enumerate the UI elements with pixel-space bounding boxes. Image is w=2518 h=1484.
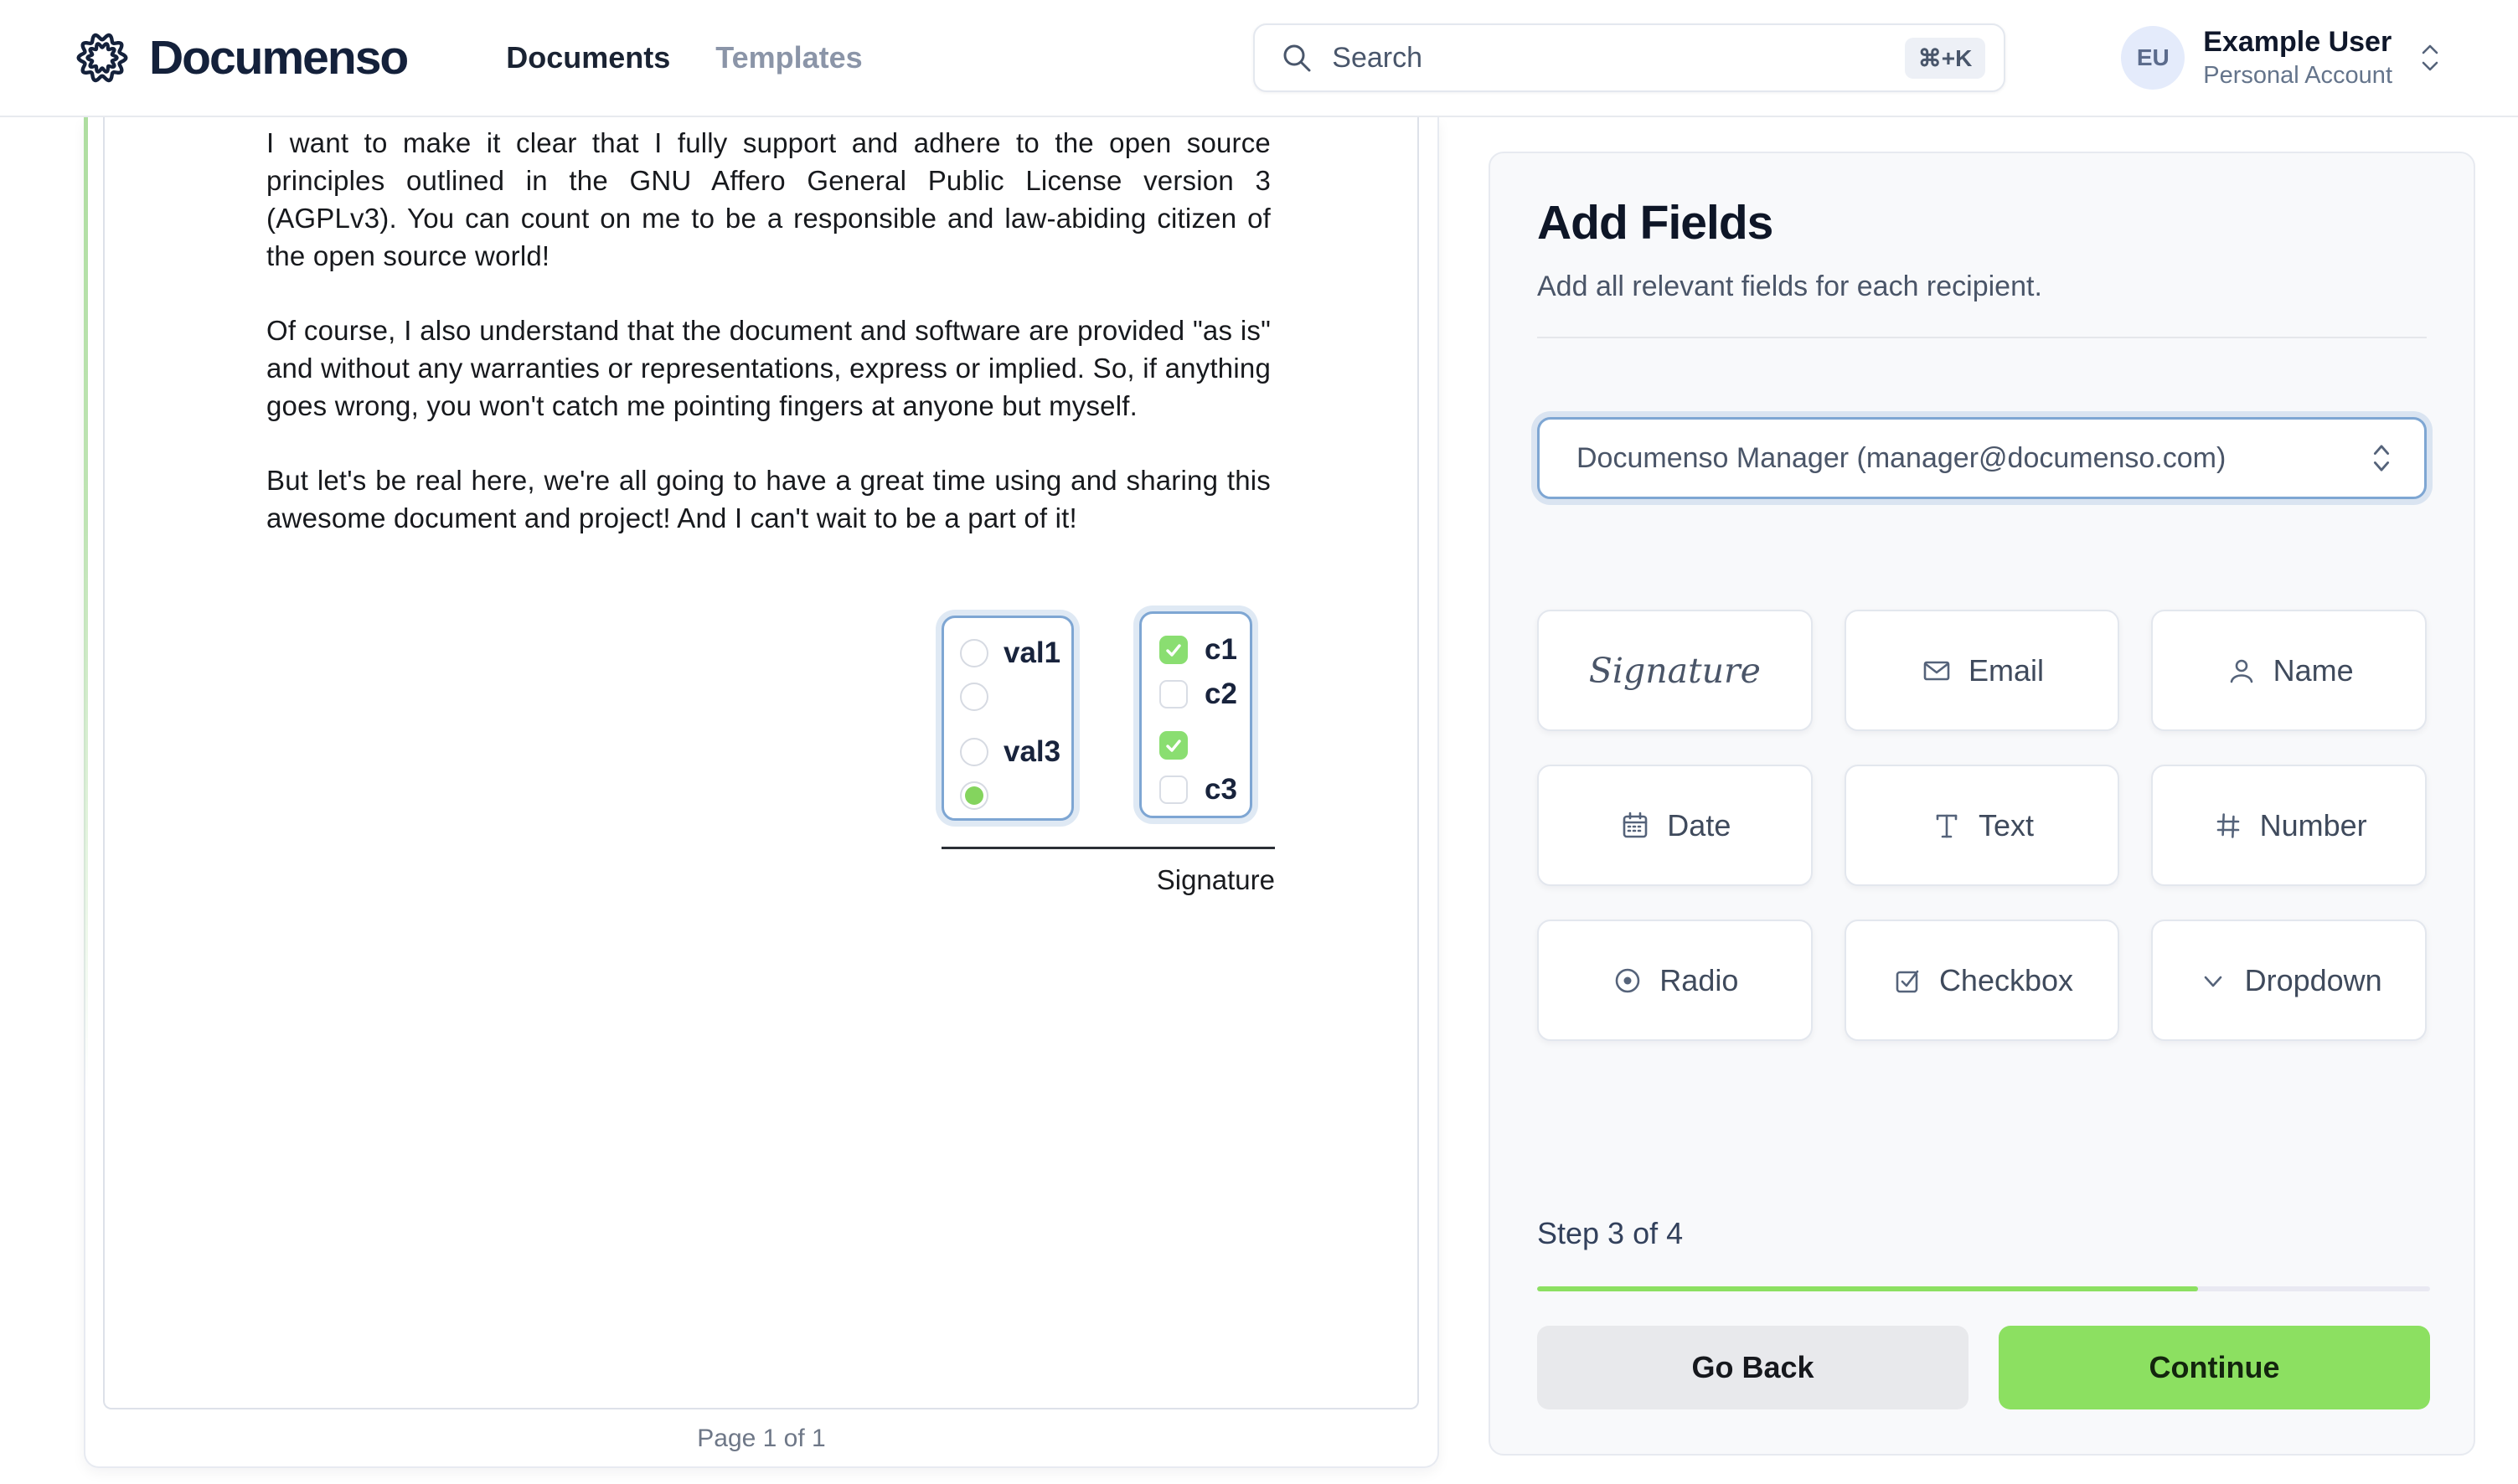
document-viewer-card [84, 117, 1439, 1468]
paragraph: Of course, I also understand that the document and software are provided "as is" and without any warranties or representations, express or implied. So, if anything goes wrong, you won't catch me pointing fingers at anyone but myself. [266, 315, 1271, 421]
radio-field-group[interactable] [942, 616, 1074, 821]
hash-icon [2211, 809, 2245, 842]
progress-bar-fill [1537, 1286, 2198, 1291]
field-button-signature[interactable] [1537, 610, 1813, 731]
pdf-page [103, 117, 1419, 1409]
radio-option-label: val3 [1004, 735, 1061, 768]
field-button-date[interactable]: Date [1537, 765, 1813, 886]
radio-button[interactable] [960, 781, 988, 810]
field-button-number[interactable]: Number [2151, 765, 2427, 886]
user-menu[interactable] [2121, 26, 2443, 90]
checkbox[interactable] [1159, 775, 1188, 804]
signature-line-label: Signature [1156, 864, 1275, 895]
checkbox-option[interactable] [1159, 731, 1205, 760]
checkbox-option-label: c2 [1205, 678, 1237, 710]
documenso-rosette-icon [75, 31, 129, 85]
check-icon [1164, 640, 1184, 660]
field-type-grid [1537, 610, 2427, 1041]
brand-name: Documenso [149, 31, 408, 85]
radio-button[interactable] [960, 683, 988, 711]
checkbox-option[interactable] [1159, 773, 1237, 806]
checkbox-icon [1891, 964, 1924, 997]
signature-script: Signature [1588, 650, 1761, 691]
checkbox-option-label: c1 [1205, 633, 1237, 666]
radio-option[interactable] [960, 683, 1004, 711]
field-button-radio[interactable]: Radio [1537, 920, 1813, 1041]
field-button-email[interactable]: Email [1845, 610, 2120, 731]
radio-option[interactable] [960, 636, 1060, 670]
radio-icon [1611, 964, 1644, 997]
field-button-text[interactable]: Text [1845, 765, 2120, 886]
progress-bar [1537, 1286, 2430, 1291]
panel-title: Add Fields [1537, 196, 1773, 250]
nav-link-templates[interactable]: Templates [715, 40, 863, 75]
signature-line [942, 847, 1275, 849]
search-icon [1280, 41, 1313, 75]
check-icon [1164, 735, 1184, 755]
user-account-type: Personal Account [2203, 62, 2392, 89]
paragraph: I want to make it clear that I fully support and adhere to the open source principles outlined in the GNU Affero General Public License version 3 (AGPLv3). You can count on me to be a responsible and law-abiding citizen of the open source world! [266, 127, 1271, 271]
add-fields-panel [1489, 152, 2475, 1456]
user-name: Example User [2203, 26, 2392, 58]
paragraph: But let's be real here, we're all going to have a great time using and sharing this awesome document and project! And I can't wait to be a part of it! [266, 465, 1271, 533]
checkbox-option[interactable] [1159, 678, 1237, 711]
avatar: EU [2121, 26, 2185, 90]
field-button-dropdown[interactable]: Dropdown [2151, 920, 2427, 1041]
checkbox[interactable] [1159, 731, 1188, 760]
step-indicator: Step 3 of 4 [1537, 1216, 1684, 1250]
radio-option[interactable] [960, 781, 1004, 810]
radio-button[interactable] [960, 639, 988, 667]
user-icon [2225, 654, 2258, 688]
radio-option[interactable] [960, 735, 1060, 769]
top-navbar [0, 0, 2518, 117]
search-placeholder: Search [1332, 41, 1423, 74]
recipient-select[interactable] [1537, 417, 2427, 499]
documenso-logo[interactable] [75, 30, 407, 85]
panel-divider [1537, 337, 2427, 338]
checkbox[interactable] [1159, 636, 1188, 664]
nav-links [506, 40, 862, 75]
radio-button[interactable] [960, 738, 988, 766]
recipient-color-accent [84, 117, 88, 1466]
page-indicator: Page 1 of 1 [697, 1425, 826, 1452]
go-back-button[interactable]: Go Back [1537, 1326, 1968, 1409]
calendar-icon [1618, 809, 1652, 842]
chevrons-up-down-icon [2367, 438, 2396, 478]
recipient-selected-value: Documenso Manager (manager@documenso.com) [1576, 441, 2226, 474]
chevron-down-icon [2196, 964, 2230, 997]
checkbox-option[interactable] [1159, 633, 1237, 667]
envelope-icon [1920, 654, 1953, 688]
continue-button[interactable]: Continue [1999, 1326, 2430, 1409]
checkbox-field-group[interactable] [1139, 611, 1252, 818]
checkbox[interactable] [1159, 680, 1188, 709]
panel-subtitle: Add all relevant fields for each recipient. [1537, 271, 2042, 302]
chevrons-up-down-icon [2417, 39, 2443, 76]
radio-option-label: val1 [1004, 636, 1061, 669]
field-button-name[interactable]: Name [2151, 610, 2427, 731]
text-icon [1930, 809, 1963, 842]
field-button-checkbox[interactable]: Checkbox [1845, 920, 2120, 1041]
nav-link-documents[interactable]: Documents [506, 40, 671, 75]
search-input[interactable] [1253, 23, 2005, 92]
panel-footer [1537, 1326, 2430, 1409]
search-shortcut-badge: ⌘+K [1905, 38, 1986, 79]
checkbox-option-label: c3 [1205, 773, 1237, 806]
document-text [105, 117, 1417, 537]
